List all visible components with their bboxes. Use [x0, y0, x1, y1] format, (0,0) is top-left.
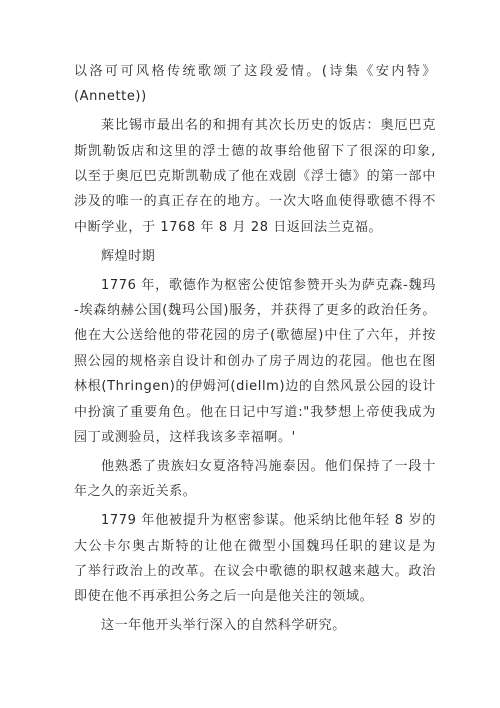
paragraph-3	[74, 273, 436, 451]
text-line: 他在大公送给他的带花园的房子(歌德屋)中住了六年，并按	[74, 328, 436, 344]
text-line: 林根(Thringen)的伊姆河(diellm)边的自然风景公园的设计	[74, 379, 436, 395]
text-line: 莱比锡市最出名的和拥有其次长历史的饭店：奥厄巴克	[101, 118, 436, 134]
text-line: 了举行政治上的改革。在议会中歌德的职权越来越大。政治	[74, 563, 436, 579]
paragraph-2	[74, 113, 436, 240]
text-line: 大公卡尔奥古斯特的让他在微型小国魏玛任职的建议是为	[74, 538, 436, 554]
text-line: 中扮演了重要角色。他在日记中写道:"我梦想上帝使我成为	[74, 404, 436, 420]
text-line: 以至于奥厄巴克斯凯勒成了他在戏剧《浮士德》的第一部中	[74, 169, 436, 185]
text-line: 1776 年，歌德作为枢密公使馆参赞开头为萨克森-魏玛	[101, 277, 436, 293]
paragraph-6	[74, 613, 436, 638]
text-line: 以洛可可风格传统歌颂了这段爱情。(诗集《安内特》	[74, 64, 436, 79]
paragraph-4	[74, 454, 436, 505]
text-line: 他熟悉了贵族妇女夏洛特冯施泰因。他们保持了一段十	[101, 458, 436, 474]
text-line: -埃森纳赫公国(魏玛公国)服务，并获得了更多的政治任务。	[74, 303, 436, 319]
document-body	[74, 59, 436, 642]
text-line: 斯凯勒饭店和这里的浮士德的故事给他留下了很深的印象,	[74, 143, 436, 159]
text-line: 这一年他开头举行深入的自然科学研究。	[101, 618, 346, 634]
text-line: 即使在他不再承担公务之后一向是他关注的领域。	[74, 589, 374, 605]
text-line: 照公园的规格亲自设计和创办了房子周边的花园。他也在图	[74, 353, 436, 369]
text-line: 年之久的亲近关系。	[74, 484, 197, 500]
section-heading	[74, 244, 436, 269]
text-line: 中断学业，于 1768 年 8 月 28 日返回法兰克福。	[74, 219, 383, 235]
paragraph-1	[74, 59, 436, 110]
paragraph-5	[74, 508, 436, 610]
section-heading-text: 辉煌时期	[101, 248, 156, 264]
text-line: 园丁或测验员，这样我该多幸福啊。'	[74, 429, 296, 445]
text-line: 1779 年他被提升为枢密参谋。他采纳比他年轻 8 岁的	[101, 513, 436, 529]
text-line: (Annette))	[74, 89, 147, 105]
text-line: 涉及的唯一的真正存在的地方。一次大咯血使得歌德不得不	[74, 194, 436, 210]
